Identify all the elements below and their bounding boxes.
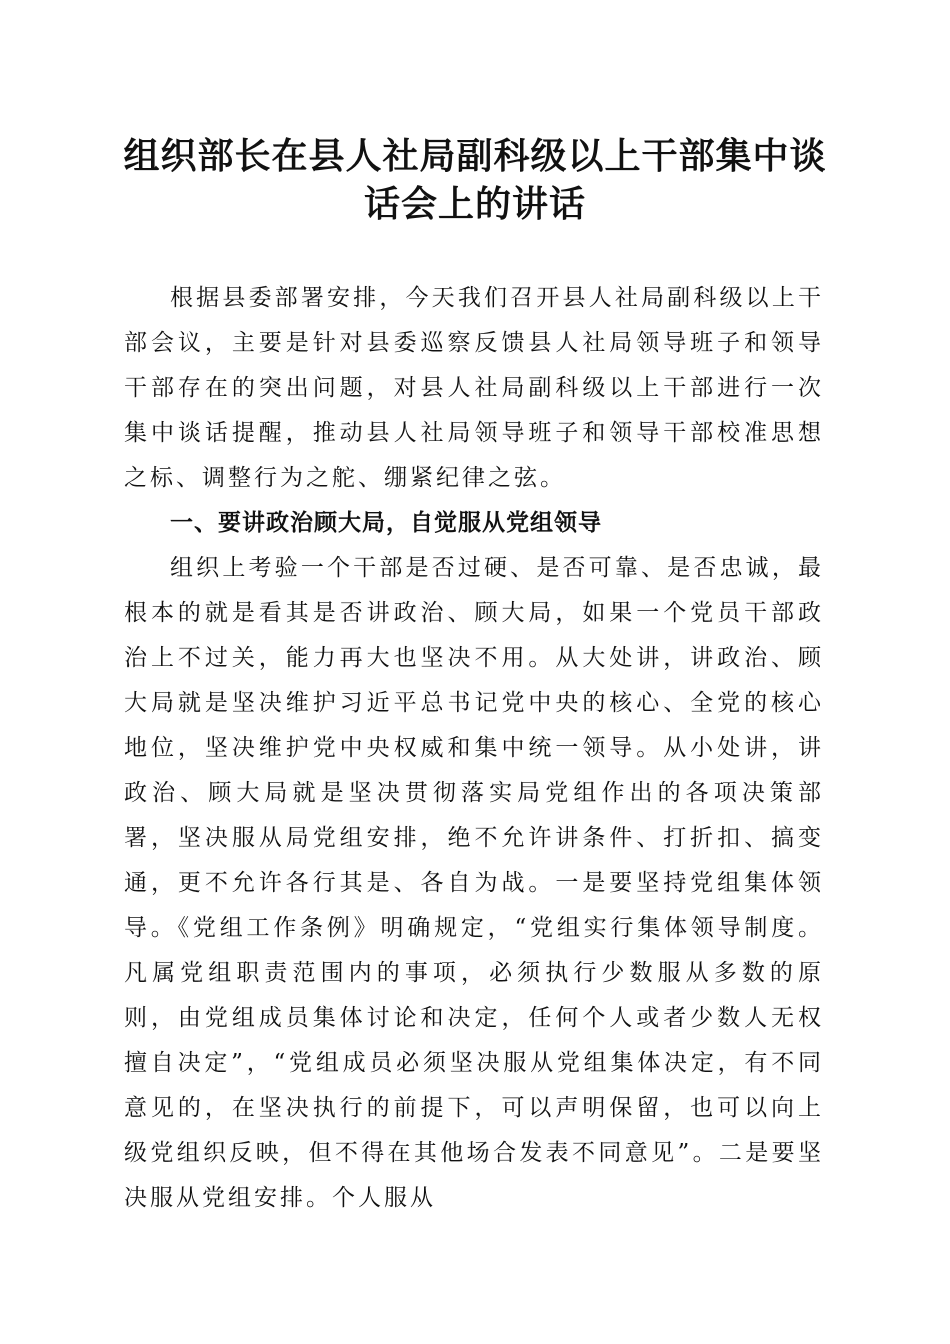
document-title: 组织部长在县人社局副科级以上干部集中谈话会上的讲话 [123,135,827,225]
document-body [124,276,824,1221]
section-paragraph: 组织上考验一个干部是否过硬、是否可靠、是否忠诚，最根本的就是看其是否讲政治、顾大局，如果一个党员干部政治上不过关，能力再大也坚决不用。从大处讲，讲政治、顾大局就是坚决维护习近平总书记党中央的核心、全党的核心地位，坚决维护党中央权威和集中统一领导。从小处讲，讲政治、顾大局就是坚决贯彻落实局党组作出的各项决策部署，坚决服从局党组安排，绝不允许讲条件、打折扣、搞变通，更不允许各行其是、各自为战。一是要坚持党组集体领导。《党组工作条例》明确规定，“党组实行集体领导制度。凡属党组职责范围内的事项，必须执行少数服从多数的原则，由党组成员集体讨论和决定，任何个人或者少数人无权擅自决定”，“党组成员必须坚决服从党组集体决定，有不同意见的，在坚决执行的前提下，可以声明保留，也可以向上级党组织反映，但不得在其他场合发表不同意见”。二是要坚决服从党组安排。个人服从 [124,555,824,1211]
intro-paragraph: 根据县委部署安排，今天我们召开县人社局副科级以上干部会议，主要是针对县委巡察反馈县人社局领导班子和领导干部存在的突出问题，对县人社局副科级以上干部进行一次集中谈话提醒，推动县人社局领导班子和领导干部校准思想之标、调整行为之舵、绷紧纪律之弦。 [124,285,824,491]
section-heading: 一、要讲政治顾大局，自觉服从党组领导 [170,510,602,536]
